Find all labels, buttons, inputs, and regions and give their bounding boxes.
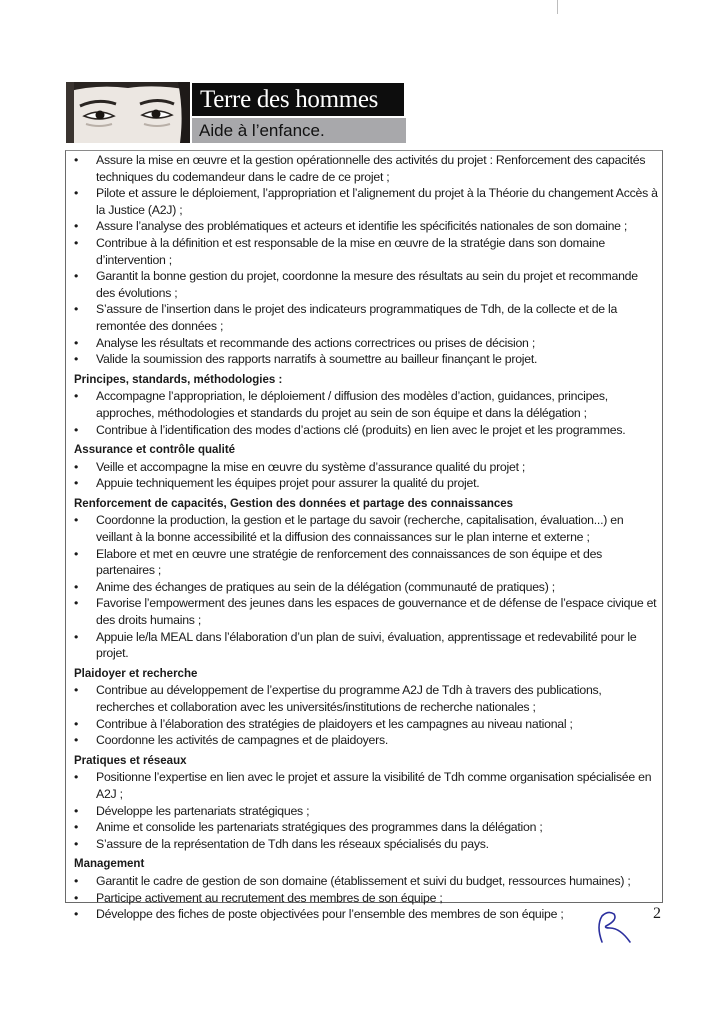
list-item	[74, 890, 660, 907]
bullet-icon: •	[74, 733, 79, 748]
list-item	[74, 873, 660, 890]
section-list	[74, 873, 660, 923]
list-item-text: Accompagne l’appropriation, le déploiement / diffusion des modèles d’action, guidances, principes, approches, méthodologies et standards du projet au sein de son équipe et dans la délégation ;	[96, 389, 608, 420]
section	[74, 856, 660, 922]
scan-artifact-line	[557, 0, 558, 14]
bullet-icon: •	[74, 890, 79, 905]
section-list	[74, 388, 660, 438]
list-item-text: Coordonne la production, la gestion et le partage du savoir (recherche, capitalisation, évaluation...) en veillant à la bonne accessibilité et la diffusion des connaissances sur le plan interne et externe ;	[96, 513, 624, 545]
list-item	[74, 301, 660, 334]
list-item	[74, 351, 660, 368]
section-list	[74, 769, 660, 852]
list-item-text: S’assure de la représentation de Tdh dans les réseaux spécialisés du pays.	[96, 836, 489, 851]
list-item-text: Développe des fiches de poste objectivées pour l’ensemble des membres de son équipe ;	[96, 907, 564, 922]
section-list	[74, 682, 660, 748]
list-item	[74, 803, 660, 820]
section-list	[74, 512, 660, 661]
list-item	[74, 512, 660, 545]
list-item-text: Assure l’analyse des problématiques et acteurs et identifie les spécificités nationales de son domaine ;	[96, 219, 628, 234]
section	[74, 372, 660, 438]
bullet-icon: •	[74, 335, 79, 350]
section	[74, 496, 660, 662]
bullet-icon: •	[74, 459, 79, 474]
bullet-icon: •	[74, 352, 79, 367]
list-item	[74, 716, 660, 733]
list-item-text: Favorise l’empowerment des jeunes dans les espaces de gouvernance et de défense de l’espace civique et des droits humains ;	[96, 596, 657, 628]
list-item-text: Pilote et assure le déploiement, l’appropriation et l’alignement du projet à la Théorie du changement Accès à la Justice (A2J) ;	[96, 186, 658, 217]
bullet-icon: •	[74, 546, 79, 561]
list-item-text: Coordonne les activités de campagnes et de plaidoyers.	[96, 733, 389, 748]
list-item-text: Valide la soumission des rapports narratifs à soumettre au bailleur finançant le projet.	[96, 352, 538, 367]
list-item	[74, 546, 660, 579]
bullet-icon: •	[74, 716, 79, 731]
list-item	[74, 819, 660, 836]
list-item	[74, 595, 660, 628]
page-number: 2	[653, 905, 661, 922]
intro-list	[74, 152, 660, 368]
bullet-icon: •	[74, 596, 79, 611]
list-item	[74, 152, 660, 185]
bullet-icon: •	[74, 820, 79, 835]
list-item-text: Elabore et met en œuvre une stratégie de renforcement des connaissances de son équipe et des partenaires ;	[96, 546, 603, 578]
section	[74, 753, 660, 853]
logo-tagline: Aide à l’enfance.	[192, 118, 406, 143]
list-item-text: Contribue au développement de l’expertise du programme A2J de Tdh à travers des publications, recherches et collaboration avec les universités/institutions de recherche nationales ;	[96, 683, 602, 714]
bullet-icon: •	[74, 836, 79, 851]
list-item-text: Anime des échanges de pratiques au sein de la délégation (communauté de pratiques) ;	[96, 579, 555, 594]
bullet-icon: •	[74, 389, 79, 404]
list-item-text: Positionne l’expertise en lien avec le projet et assure la visibilité de Tdh comme organisation spécialisée en A2J ;	[96, 770, 652, 801]
bullet-icon: •	[74, 476, 79, 491]
bullet-icon: •	[74, 302, 79, 317]
section-title: Assurance et contrôle qualité	[74, 444, 236, 457]
tdh-logo	[66, 82, 406, 143]
list-item-text: Contribue à l’élaboration des stratégies de plaidoyers et les campagnes au niveau national ;	[96, 716, 573, 731]
list-item	[74, 218, 660, 235]
list-item	[74, 769, 660, 802]
logo-org-name: Terre des hommes	[192, 83, 404, 116]
logo-eyes-image	[66, 82, 190, 143]
section-title: Principes, standards, méthodologies :	[74, 373, 283, 386]
list-item-text: Appuie techniquement les équipes projet pour assurer la qualité du projet.	[96, 476, 480, 491]
list-item	[74, 906, 660, 923]
bullet-icon: •	[74, 235, 79, 250]
bullet-icon: •	[74, 770, 79, 785]
handwritten-signature	[590, 908, 650, 948]
section	[74, 442, 660, 492]
section-title: Renforcement de capacités, Gestion des données et partage des connaissances	[74, 497, 514, 510]
bullet-icon: •	[74, 513, 79, 528]
list-item	[74, 732, 660, 749]
list-item-text: Garantit le cadre de gestion de son domaine (établissement et suivi du budget, ressources humaines) ;	[96, 873, 631, 888]
list-item	[74, 335, 660, 352]
list-item	[74, 682, 660, 715]
bullet-icon: •	[74, 422, 79, 437]
list-item-text: Appuie le/la MEAL dans l’élaboration d’un plan de suivi, évaluation, apprentissage et redevabilité pour le projet.	[96, 629, 637, 661]
section	[74, 666, 660, 749]
list-item-text: S’assure de l’insertion dans le projet des indicateurs programmatiques de Tdh, de la collecte et de la remontée des données ;	[96, 302, 618, 333]
list-item	[74, 629, 660, 662]
bullet-icon: •	[74, 219, 79, 234]
bullet-icon: •	[74, 579, 79, 594]
bullet-icon: •	[74, 683, 79, 698]
list-item-text: Participe activement au recrutement des membres de son équipe ;	[96, 890, 443, 905]
bullet-icon: •	[74, 269, 79, 284]
list-item	[74, 422, 660, 439]
list-item-text: Assure la mise en œuvre et la gestion opérationnelle des activités du projet : Renforcement des capacités techniques du codemandeur dans le cadre de ce projet ;	[96, 153, 646, 184]
list-item	[74, 579, 660, 596]
section-title: Pratiques et réseaux	[74, 754, 187, 767]
list-item-text: Garantit la bonne gestion du projet, coordonne la mesure des résultats au sein du projet et recommande des évolutions ;	[96, 269, 638, 300]
document-body	[74, 152, 660, 923]
list-item	[74, 185, 660, 218]
section-list	[74, 459, 660, 492]
section-title: Management	[74, 858, 145, 871]
bullet-icon: •	[74, 629, 79, 644]
sections-container	[74, 372, 660, 923]
list-item	[74, 475, 660, 492]
list-item-text: Veille et accompagne la mise en œuvre du système d’assurance qualité du projet ;	[96, 459, 526, 474]
bullet-icon: •	[74, 186, 79, 201]
list-item	[74, 459, 660, 476]
bullet-icon: •	[74, 153, 79, 167]
bullet-icon: •	[74, 803, 79, 818]
bullet-icon: •	[74, 907, 79, 922]
bullet-icon: •	[74, 873, 79, 888]
list-item	[74, 388, 660, 421]
section-title: Plaidoyer et recherche	[74, 667, 198, 680]
list-item-text: Développe les partenariats stratégiques ;	[96, 803, 310, 818]
list-item	[74, 268, 660, 301]
list-item-text: Analyse les résultats et recommande des actions correctrices ou prises de décision ;	[96, 335, 535, 350]
list-item	[74, 235, 660, 268]
list-item-text: Contribue à la définition et est responsable de la mise en œuvre de la stratégie dans son domaine d’intervention ;	[96, 235, 605, 267]
list-item	[74, 836, 660, 853]
list-item-text: Anime et consolide les partenariats stratégiques des programmes dans la délégation ;	[96, 820, 543, 835]
list-item-text: Contribue à l’identification des modes d’actions clé (produits) en lien avec le projet et les programmes.	[96, 422, 626, 437]
